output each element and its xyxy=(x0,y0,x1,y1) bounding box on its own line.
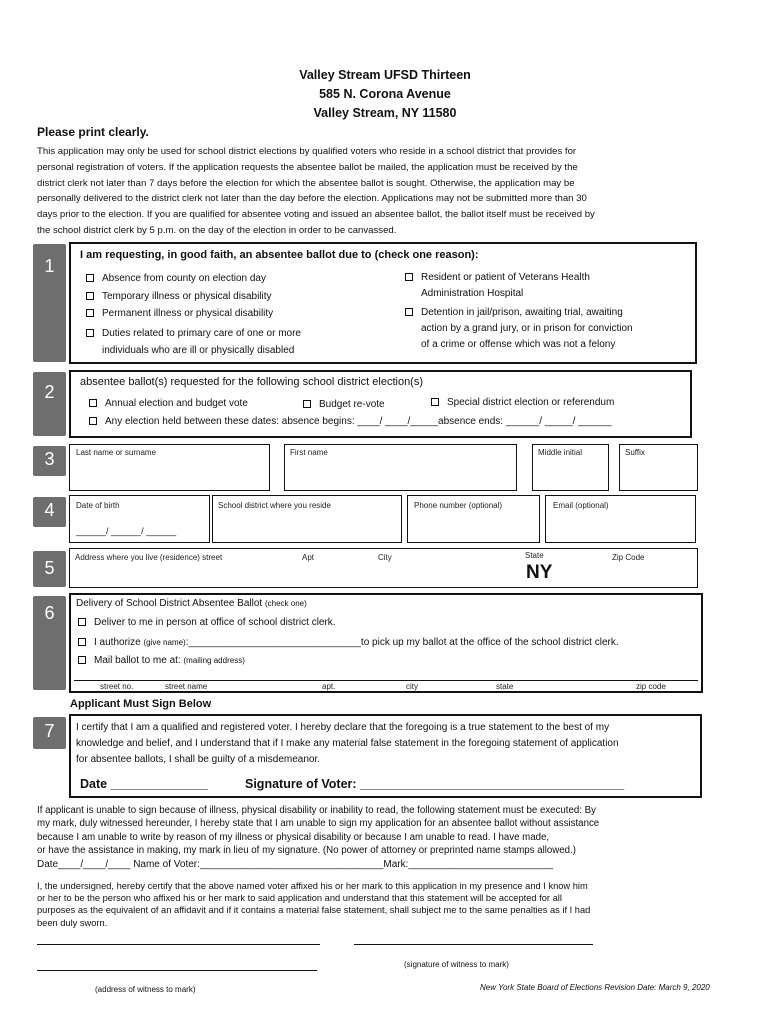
section-2-heading: absentee ballot(s) requested for the following school district election(s) xyxy=(80,376,424,388)
reason-primary-care[interactable]: Duties related to primary care of one or more xyxy=(86,325,301,343)
checkbox[interactable] xyxy=(78,656,86,664)
signature-witness-label: (signature of witness to mark) xyxy=(404,960,509,969)
apt-label: Apt xyxy=(302,553,315,562)
state-value: NY xyxy=(526,562,553,583)
reason-veterans[interactable]: Resident or patient of Veterans Health xyxy=(405,270,633,286)
election-special[interactable]: Special district election or referendum xyxy=(431,397,614,408)
middle-initial-label: Middle initial xyxy=(538,448,583,457)
witness-name-line[interactable] xyxy=(37,944,320,945)
city-label: City xyxy=(378,553,392,562)
apt-mail-label: apt. xyxy=(322,682,336,691)
suffix-label: Suffix xyxy=(625,448,645,457)
email-label: Email (optional) xyxy=(553,501,609,510)
checkbox[interactable] xyxy=(405,273,413,281)
reason-temporary-illness[interactable]: Temporary illness or physical disability xyxy=(86,288,301,306)
date-name-mark-line[interactable]: Date____/____/____ Name of Voter:_________________________________Mark:__________________________ xyxy=(37,859,554,870)
section-2-number: 2 xyxy=(33,372,66,436)
section-7-number: 7 xyxy=(33,717,66,749)
section-4-number: 4 xyxy=(33,497,66,527)
intro-text: This application may only be used for school district elections by qualified voters who reside in a school district that provides for personal registration of voters. If the application requests the absentee ballot be mailed, the application must be received by the district clerk not later than 7 days before the election for which the absentee ballot is sought. Otherwise, the application may be personally delivered to the district clerk not later than the day before the election. Applications may not be submitted more than 30 days prior to the election. If you are qualified for absentee voting and issued an absentee ballot, the ballot itself must be received by the school district clerk by 5 p.m. on the day of the election in order to be canvassed. xyxy=(37,146,595,236)
section-6-number: 6 xyxy=(33,596,66,690)
checkbox[interactable] xyxy=(431,398,439,406)
delivery-authorize[interactable]: I authorize (give name):_______________________________to pick up my ballot at the office of the school district clerk. xyxy=(78,637,619,648)
city-mail-label: city xyxy=(406,682,418,691)
district-name: Valley Stream UFSD Thirteen xyxy=(299,68,471,82)
section-1-left-options: Absence from county on election day Temporary illness or physical disability Permanent illness or physical disability Duties related to primary care of one or more individuals who are ill or physically disabled xyxy=(86,270,301,360)
section-1-right-options: Resident or patient of Veterans Health Administration Hospital Detention in jail/prison, awaiting trial, awaiting action by a grand jury, or in prison for conviction of a crime or offense which was not a felony xyxy=(405,270,633,353)
checkbox[interactable] xyxy=(89,399,97,407)
school-district-label: School district where you reside xyxy=(218,501,331,510)
election-annual[interactable]: Annual election and budget vote xyxy=(89,398,248,409)
section-3-number: 3 xyxy=(33,446,66,476)
address-label: Address where you live (residence) street xyxy=(75,553,223,562)
applicant-sign-heading: Applicant Must Sign Below xyxy=(70,698,212,710)
dob-label: Date of birth xyxy=(76,501,120,510)
checkbox[interactable] xyxy=(303,400,311,408)
certify-text: I certify that I am a qualified and registered voter. I hereby declare that the foregoing is a true statement to the best of my knowledge and belief, and I understand that if I make any material false statement in the foregoing statement of application for absentee ballots, I shall be guilty of a misdemeanor. xyxy=(76,722,619,765)
first-name-label: First name xyxy=(290,448,328,457)
checkbox[interactable] xyxy=(86,309,94,317)
last-name-label: Last name or surname xyxy=(76,448,157,457)
mailing-address-line[interactable] xyxy=(74,680,698,681)
checkbox[interactable] xyxy=(86,329,94,337)
section-6-heading: Delivery of School District Absentee Ballot (check one) xyxy=(76,598,307,609)
dob-blank: ______/ ______/ ______ xyxy=(76,526,177,536)
witness-signature-line[interactable] xyxy=(354,944,593,945)
delivery-in-person[interactable]: Deliver to me in person at office of school district clerk. xyxy=(78,617,336,628)
street-no-label: street no. xyxy=(100,682,134,691)
checkbox[interactable] xyxy=(405,308,413,316)
section-5-number: 5 xyxy=(33,551,66,587)
district-street: 585 N. Corona Avenue xyxy=(319,87,451,101)
delivery-mail[interactable]: Mail ballot to me at: (mailing address) xyxy=(78,655,245,666)
checkbox[interactable] xyxy=(86,292,94,300)
reason-absence[interactable]: Absence from county on election day xyxy=(86,270,301,288)
checkbox[interactable] xyxy=(86,274,94,282)
phone-label: Phone number (optional) xyxy=(414,501,503,510)
zip-mail-label: zip code xyxy=(636,682,666,691)
zip-label: Zip Code xyxy=(612,553,645,562)
checkbox[interactable] xyxy=(89,417,97,425)
revision-date: New York State Board of Elections Revision Date: March 9, 2020 xyxy=(480,983,710,992)
reason-detention[interactable]: Detention in jail/prison, awaiting trial, awaiting xyxy=(405,305,633,321)
unable-to-sign-text: If applicant is unable to sign because of illness, physical disability or inability to read, the following statement must be executed: By my mark, duly witnessed hereunder, I hereby state that I am unable to sign my application for an absentee ballot without assistance because I am unable to write by reason of my illness or physical disability or because I am unable to read. I have made, or have the assistance in making, my mark in lieu of my signature. (No power of attorney or preprinted name stamps allowed.) xyxy=(37,805,600,856)
voter-date-field[interactable]: Date ______________ xyxy=(80,777,208,791)
election-budget-revote[interactable]: Budget re-vote xyxy=(303,399,385,410)
witness-certify-text: I, the undersigned, hereby certify that the above named voter affixed his or her mark to this application in my presence and I know him or her to be the person who affixed his or her mark to said application and understand that this statement will be accepted for all purposes as the equivalent of an affidavit and if it contains a material false statement, shall subject me to the same penalties as if I had been duly sworn. xyxy=(37,881,591,928)
state-mail-label: state xyxy=(496,682,514,691)
election-between-dates[interactable]: Any election held between these dates: absence begins: ____/ ____/_____absence ends: ______/ _____/ ______ xyxy=(89,416,612,427)
checkbox[interactable] xyxy=(78,618,86,626)
address-witness-label: (address of witness to mark) xyxy=(95,985,196,994)
district-city: Valley Stream, NY 11580 xyxy=(313,106,457,120)
checkbox[interactable] xyxy=(78,638,86,646)
witness-address-line[interactable] xyxy=(37,970,317,971)
voter-signature-field[interactable]: Signature of Voter: ______________________________________ xyxy=(245,777,625,791)
section-1-number: 1 xyxy=(33,244,66,362)
state-label: State xyxy=(525,551,544,560)
street-name-label: street name xyxy=(165,682,208,691)
print-clearly: Please print clearly. xyxy=(37,125,149,139)
section-1-heading: I am requesting, in good faith, an absentee ballot due to (check one reason): xyxy=(80,249,479,261)
reason-permanent-illness[interactable]: Permanent illness or physical disability xyxy=(86,305,301,323)
